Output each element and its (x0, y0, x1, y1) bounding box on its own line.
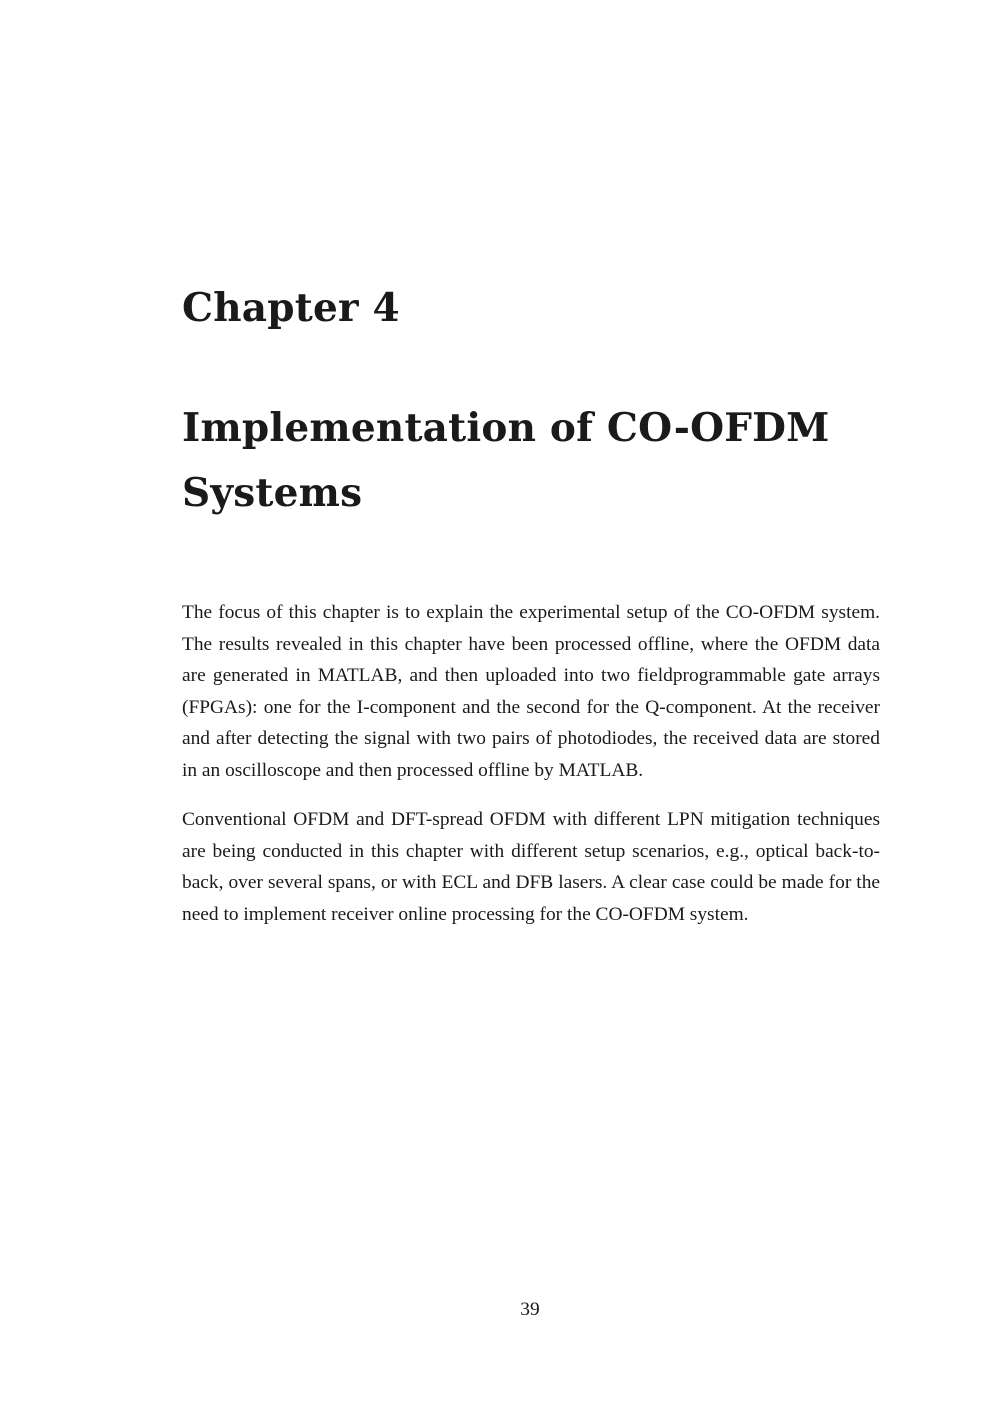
chapter-title-heading: Implementation of CO-OFDM Systems (182, 405, 830, 516)
body-paragraph: The focus of this chapter is to explain the experimental setup of the CO-OFDM system. The results revealed in this chapter have been processed offline, where the OFDM data are generated in MATLAB, and then uploaded into two fieldprogrammable gate arrays (FPGAs): one for the I-component and the second for the Q-component. At the receiver and after detecting the signal with two pairs of photodiodes, the received data are stored in an oscilloscope and then processed offline by MATLAB. (182, 602, 880, 781)
chapter-number-heading: Chapter 4 (182, 285, 400, 331)
body-paragraph: Conventional OFDM and DFT-spread OFDM with different LPN mitigation techniques are being conducted in this chapter with different setup scenarios, e.g., optical back-to-back, over several spans, or with ECL and DFB lasers. A clear case could be made for the need to implement receiver online processing for the CO-OFDM system. (182, 809, 880, 925)
chapter-body (182, 597, 880, 948)
page-number: 39 (520, 1299, 540, 1320)
